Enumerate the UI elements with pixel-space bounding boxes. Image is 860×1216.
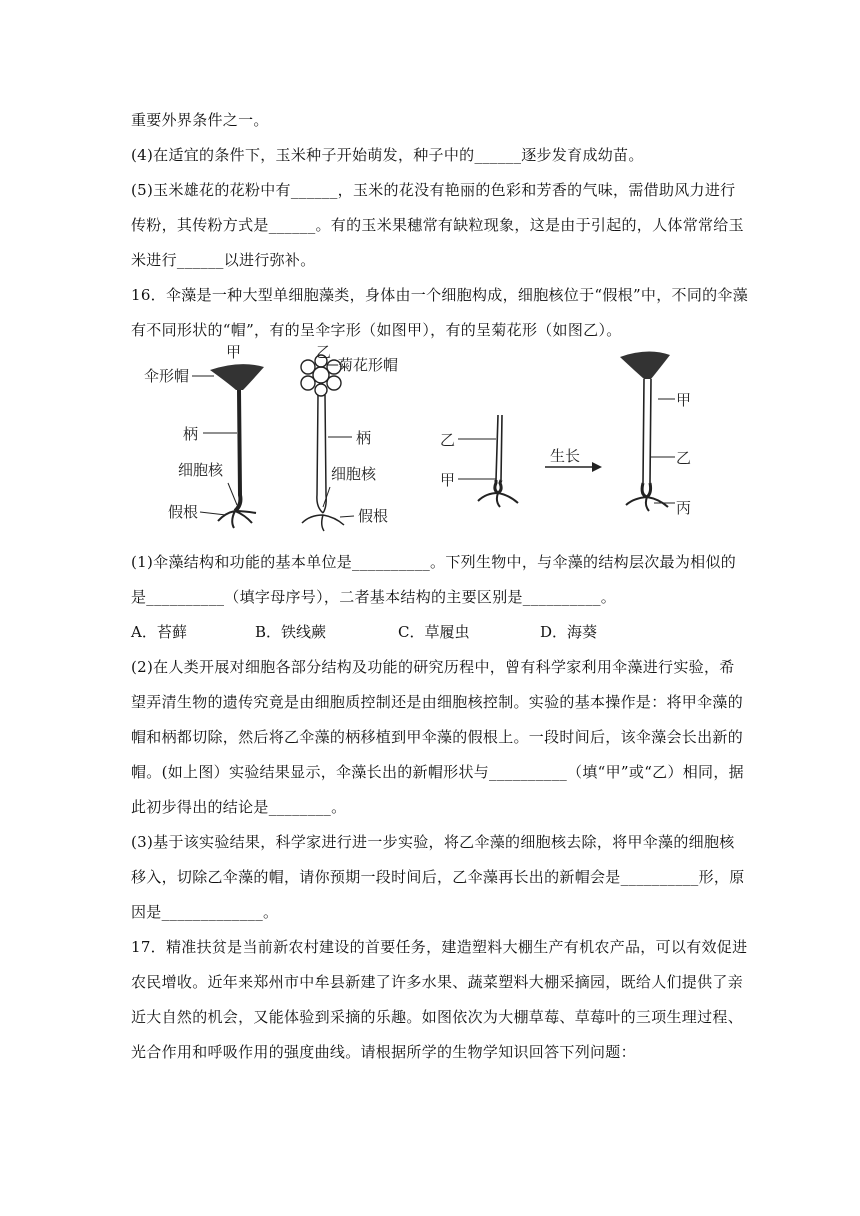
umbrella-cap-shape <box>210 364 264 390</box>
label-jia: 甲 <box>676 391 692 409</box>
umbrella-cap-shape <box>620 351 670 379</box>
label-jia: 甲 <box>440 471 456 489</box>
growth-arrow <box>545 447 602 472</box>
label-yi: 乙 <box>440 431 456 449</box>
label-jia: 甲 <box>226 343 242 361</box>
plant-yi <box>301 343 398 531</box>
question-15-5: (5)玉米雄花的花粉中有______，玉米的花没有艳丽的色彩和芳香的气味，需借助风力进行 <box>131 181 736 199</box>
choice-a: A．苔藓 <box>131 623 187 641</box>
choice-c: C．草履虫 <box>398 623 470 641</box>
plant-jia <box>144 343 264 528</box>
label-umbrella-cap: 伞形帽 <box>144 367 190 385</box>
acetabularia-figure <box>130 335 730 545</box>
rhizoid-yi <box>302 515 344 531</box>
rhizoid-jia <box>218 511 256 528</box>
label-nucleus: 细胞核 <box>178 461 224 479</box>
daisy-cap-shape <box>301 355 341 396</box>
question-16-stem: 16．伞藻是一种大型单细胞藻类，身体由一个细胞构成，细胞核位于“假根”中，不同的伞藻 <box>131 286 749 304</box>
text-line: 帽和柄都切除，然后将乙伞藻的柄移植到甲伞藻的假根上。一段时间后，该伞藻会长出新的 <box>131 728 744 746</box>
text-line: 是__________（填字母序号），二者基本结构的主要区别是__________。 <box>131 588 617 606</box>
label-grow: 生长 <box>550 447 581 465</box>
text-line: 近大自然的机会，又能体验到采摘的乐趣。如图依次为大棚草莓、草莓叶的三项生理过程、 <box>131 1008 744 1026</box>
text-line: 重要外界条件之一。 <box>131 111 269 129</box>
text-line: 此初步得出的结论是________。 <box>131 798 347 816</box>
question-16-1: (1)伞藻结构和功能的基本单位是__________。下列生物中，与伞藻的结构层次最为相似的 <box>131 553 737 571</box>
label-nucleus: 细胞核 <box>331 465 377 483</box>
text-line: 有不同形状的“帽”，有的呈伞字形（如图甲），有的呈菊花形（如图乙）。 <box>131 321 622 339</box>
text-line: 因是_____________。 <box>131 903 279 921</box>
text-line: 农民增收。近年来郑州市中牟县新建了许多水果、蔬菜塑料大棚采摘园，既给人们提供了亲 <box>131 973 744 991</box>
question-17-stem: 17．精准扶贫是当前新农村建设的首要任务，建造塑料大棚生产有机农产品，可以有效促进 <box>131 938 748 956</box>
label-daisy-cap: 菊花形帽 <box>338 356 399 374</box>
question-16-2: (2)在人类开展对细胞各部分结构及功能的研究历程中，曾有科学家利用伞藻进行实验，希 <box>131 658 735 676</box>
label-stalk: 柄 <box>356 429 372 447</box>
label-yi: 乙 <box>316 343 332 361</box>
text-line: 米进行______以进行弥补。 <box>131 251 316 269</box>
text-line: 传粉，其传粉方式是______。有的玉米果穗常有缺粒现象，这是由于引起的，人体常常给玉 <box>131 216 744 234</box>
label-rhizoid: 假根 <box>358 507 389 525</box>
label-bing: 丙 <box>676 499 692 517</box>
label-stalk: 柄 <box>183 425 199 443</box>
label-rhizoid: 假根 <box>168 503 199 521</box>
text-line: 望弄清生物的遗传究竟是由细胞质控制还是由细胞核控制。实验的基本操作是：将甲伞藻的 <box>131 693 744 711</box>
choice-b: B．铁线蕨 <box>255 623 327 641</box>
text-line: 帽。(如上图）实验结果显示，伞藻长出的新帽形状与__________（填“甲”或“乙）相同，据 <box>131 763 744 781</box>
stalk-yi <box>317 395 326 513</box>
result-plant <box>620 351 691 517</box>
grafted-stalk <box>440 415 518 507</box>
acetabularia-diagram <box>130 335 730 545</box>
text-line: 光合作用和呼吸作用的强度曲线。请根据所学的生物学知识回答下列问题： <box>131 1043 636 1061</box>
text-line: 移入，切除乙伞藻的帽，请你预期一段时间后，乙伞藻再长出的新帽会是__________形，原 <box>131 868 745 886</box>
choice-d: D．海葵 <box>540 623 598 641</box>
stalk-jia <box>235 390 240 511</box>
label-yi: 乙 <box>676 449 692 467</box>
question-16-3: (3)基于该实验结果，科学家进行进一步实验，将乙伞藻的细胞核去除，将甲伞藻的细胞核 <box>131 833 735 851</box>
question-15-4: (4)在适宜的条件下，玉米种子开始萌发，种子中的______逐步发育成幼苗。 <box>131 146 644 164</box>
